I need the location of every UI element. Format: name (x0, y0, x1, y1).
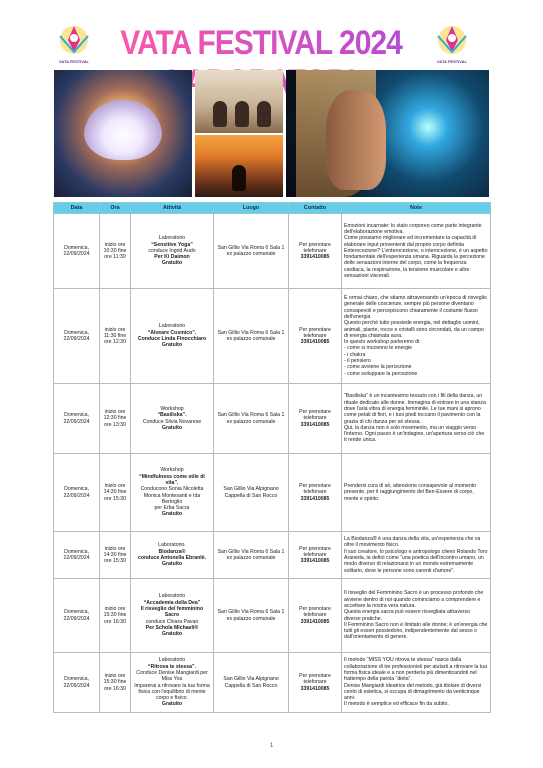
location-cell: San Gillio Via Alpignano Cappella di San Rocco (214, 653, 289, 713)
location-cell: San Gillio Via Roma 6 Sala 1 ex palazzo comunale (214, 214, 289, 289)
contact-phone: 3391410085 (300, 558, 330, 565)
header-contatto: Contatto (289, 203, 342, 214)
header-ora: Ora (100, 203, 131, 214)
activity-line: conduce Chiara Pavan (145, 618, 199, 625)
date-cell: Domenica, 22/09/2024 (54, 532, 100, 579)
activity-line: Gratuito (161, 342, 183, 349)
contact-label: Per prenotare telefonare (299, 673, 331, 686)
note-paragraph: È ormai chiaro, che stiamo attraversando un'epoca di risveglio generale delle coscienze, sempre più persone diventano consapevoli e percepiscono chiaramente il costante flusso dell'energia (344, 295, 487, 320)
activity-line: Per Ki Daimon (154, 254, 190, 261)
contact-cell (289, 653, 342, 713)
activity-line: Laboratorio (158, 593, 186, 600)
note-paragraph: Prendersi cura di sé, attenzione consapevole al momento presente, per il raggiungimento del Ben-Essere di corpo, mente e spirito. (344, 483, 477, 502)
time-cell: inizio ore 10:30 fine ore 11:30 (100, 214, 131, 289)
contact-cell (289, 384, 342, 454)
date-cell: Domenica, 22/09/2024 (54, 384, 100, 454)
contact-label: Per prenotare telefonare (299, 606, 331, 619)
contact-label: Per prenotare telefonare (299, 326, 331, 339)
contact-label: Per prenotare telefonare (299, 545, 331, 558)
date-cell: Domenica, 22/09/2024 (54, 579, 100, 653)
activity-line: per Erba Sacra (154, 505, 190, 512)
note-paragraph: Il Femminino Sacro non è limitato alle donne; è un'energia che tutti gli esseri possiedono, indipendentemente dal sesso o dall'orientamento di genere. (344, 621, 488, 641)
contact-cell (289, 532, 342, 579)
note-paragraph: Questo perché tutto possiede energia, nel dettaglio uomini, animali, piante, rocce e cristalli sono circondati, da un campo di energia chiamata aura. (344, 320, 484, 339)
activity-line: Il risveglio del femminino Sacro (140, 606, 204, 619)
note-paragraph: Questa energia sacra può essere risvegliata attraverso diverse pratiche. (344, 609, 471, 622)
logo-caption-left: VATA FESTIVAL (59, 59, 89, 64)
time-cell: inizio ore 12:30 fine ore 13:30 (100, 384, 131, 454)
contact-label: Per prenotare telefonare (299, 483, 331, 496)
activity-line: “Basiliska”. (157, 412, 187, 419)
activity-line: Gratuito (161, 701, 183, 708)
activity-line: Imparerai a ritrovare la tua forma fisica con l'equilibrio di mente corpo e fisico. (134, 682, 210, 702)
note-paragraph: In questo workshop parleremo di: (344, 339, 421, 346)
date-cell: Domenica, 22/09/2024 (54, 653, 100, 713)
note-paragraph: Il metodo “MISS YOU ritrova te stessa” nasce dalla collaborazione di tre professionisti per aiutarti a ritrovare la tua forma fisica ideale e a non perderla più dimenticandoti nel frattempo della parola “dieta”. (344, 657, 488, 683)
meditation-sunset-image (195, 135, 283, 197)
header-luogo: Luogo (214, 203, 289, 214)
woman-energy-image (286, 70, 489, 197)
activity-line: “Ritrova te stessa”. (147, 663, 197, 670)
note-paragraph: Come possiamo migliorare ed incrementare la capacità di elaborare input provenienti dal proprio corpo definita Enterocezione? L'enterocezione, o interocezione, è un aspetto fondamentale dell'esperienza umana. Riguarda la percezione delle sensazioni interne del corpo, come la frequenza cardiaca, la respirazione, la tensione muscolare e altre sensazioni viscerali. (344, 235, 488, 280)
contact-label: Per prenotare telefonare (299, 241, 331, 254)
note-paragraph: - come sviluppare la percezione (344, 370, 418, 377)
activity-line: Conduce Denise Mangiardi per Miss You (136, 669, 208, 683)
activity-line: Gratuito (161, 631, 183, 638)
contact-cell (289, 454, 342, 532)
note-paragraph: “Basiliska” è un incantesimo tessuto con i fili della danza, un rituale dedicato alle donne. Immagina di entrare in una stanza dove l'aria vibra di energia femminile. Le tue mani si aprono come petali di fiori, e i tuoi piedi toccano il pavimento con la grazia di chi danza per sé stessa. (344, 393, 486, 425)
contact-label: Per prenotare telefonare (299, 409, 331, 422)
location-cell: San Gillio Via Roma 6 Sala 1 ex palazzo comunale (214, 384, 289, 454)
location-cell: San Gillio Via Roma 6 Sala 1 ex palazzo comunale (214, 289, 289, 384)
time-cell: inizio ore 11:30 fine ore 12:30 (100, 289, 131, 384)
contact-cell (289, 214, 342, 289)
notes-cell (342, 579, 491, 653)
activity-line: Gratuito (161, 561, 183, 568)
contact-phone: 3391410085 (300, 495, 330, 502)
notes-cell (342, 214, 491, 289)
contact-phone: 3391410085 (300, 254, 330, 261)
contact-phone: 3391410085 (300, 618, 330, 625)
activity-cell (131, 384, 214, 454)
activity-line: Laboratorio (158, 323, 186, 330)
note-paragraph: Il metodo è semplice ed efficace fin da subito. (344, 701, 449, 708)
activity-line: Per Schola Michaeli® (145, 624, 199, 631)
activity-line: Conduce Silvia Novarese (142, 418, 202, 425)
date-cell: Domenica, 22/09/2024 (54, 214, 100, 289)
activity-cell (131, 289, 214, 384)
table-row (54, 454, 491, 532)
date-cell: Domenica, 22/09/2024 (54, 289, 100, 384)
contact-phone: 3391410085 (300, 421, 330, 428)
note-paragraph: Qui, la danza non è solo movimento, ma un viaggio verso l'interno. Ogni passo è un'indagine, un'apertura verso ciò che ti rende unica. (344, 424, 485, 444)
note-paragraph: - i chakra (344, 351, 366, 358)
table-row (54, 532, 491, 579)
table-header-row (54, 203, 491, 214)
notes-cell (342, 289, 491, 384)
festival-logo-right (430, 22, 474, 62)
time-cell: inizio ore 15:30 fine ore 16:30 (100, 653, 131, 713)
activity-line: Conducono Sonia Nicoletta Monica Montesanti e Ida Bertoglio (140, 486, 204, 505)
lotus-flower-image (54, 70, 192, 197)
activity-line: conduce Antonella Ebranlè. (137, 555, 207, 561)
notes-cell (342, 384, 491, 454)
activity-line: Workshop (160, 467, 184, 474)
activity-cell (131, 454, 214, 532)
table-row (54, 214, 491, 289)
table-row (54, 384, 491, 454)
note-paragraph: - come si muovono le energie (344, 345, 413, 352)
page-title: VATA FESTIVAL 2024 (96, 24, 426, 102)
page-number: 1 (269, 743, 274, 749)
activity-line: Laboratorio. (158, 542, 186, 549)
note-paragraph: Il suo creatore, lo psicologo e antropologo cileno Rolando Toro Araneda, la definì come “una poetica dell'incontro umano, un modo diverso di relazionarsi in un mondo estremamente solitario, dove le persone sono carenti d'amore”. (344, 548, 488, 574)
activity-line: Biodanza® (158, 548, 186, 555)
page-header (0, 18, 543, 70)
activity-cell (131, 214, 214, 289)
note-paragraph: Emozioni incarnate: lo stato corporeo come parte integrante dell'elaborazione emotiva. (344, 222, 482, 235)
contact-phone: 3391410085 (300, 339, 330, 346)
activity-line: Gratuito (161, 260, 183, 267)
table-row (54, 653, 491, 713)
notes-cell (342, 532, 491, 579)
notes-cell (342, 653, 491, 713)
date-cell: Domenica, 22/09/2024 (54, 454, 100, 532)
note-paragraph: Denise Mangiardi ideatrice del metodo, già titolare di diversi centri di estetica, si occupa di dimagrimento da venticinque anni. (344, 682, 482, 702)
activity-line: “Sensitive Yoga” (151, 241, 193, 248)
activity-line: Laboratorio (158, 657, 186, 664)
festival-logo-left (52, 22, 96, 62)
time-cell: inizio ore 15:30 fine ore 16:30 (100, 579, 131, 653)
location-cell: San Gillio Via Roma 6 Sala 1 ex palazzo comunale (214, 532, 289, 579)
note-paragraph: - come avviene la percezione (344, 364, 412, 371)
activity-line: conduce Ingrid Audo (148, 247, 196, 254)
activity-line: Gratuito (161, 424, 183, 431)
notes-cell (342, 454, 491, 532)
activity-cell (131, 653, 214, 713)
table-row (54, 579, 491, 653)
contact-cell (289, 579, 342, 653)
note-paragraph: Il risveglio del Femminino Sacro è un processo profondo che avviene dentro di noi quando cominciamo a comprendere e accettare la nostra vera natura. (344, 590, 484, 609)
schedule-table (53, 202, 491, 713)
note-paragraph: La Biodanza® è una danza della vita, un'esperienza che va oltre il movimento fisico. (344, 536, 481, 549)
logo-caption-right: VATA FESTIVAL (437, 59, 467, 64)
table-row (54, 289, 491, 384)
header-attivita: Attività (131, 203, 214, 214)
header-note: Note (342, 203, 491, 214)
activity-cell (131, 579, 214, 653)
location-cell: San Gillio Via Roma 6 Sala 1 ex palazzo comunale (214, 579, 289, 653)
location-cell: San Gillio Via Alpignano Cappella di San Rocco (214, 454, 289, 532)
activity-line: Laboratorio (158, 235, 186, 242)
yoga-class-image (195, 70, 283, 133)
note-paragraph: - il pensiero (344, 358, 371, 365)
activity-line: Conduce Linda Finocchiaro (137, 336, 207, 342)
activity-line: “Alveare Cosmico”. (147, 329, 197, 336)
time-cell: inizio ore 14:30 fine ore 15:30 (100, 454, 131, 532)
contact-cell (289, 289, 342, 384)
activity-line: Workshop (160, 405, 184, 412)
activity-line: “Mindfulness come stile di vita”. (139, 473, 205, 486)
activity-line: “Accademia della Dea” (143, 599, 201, 606)
time-cell: inizio ore 14:30 fine ore 15:30 (100, 532, 131, 579)
contact-phone: 3391410085 (300, 685, 330, 692)
header-data: Data (54, 203, 100, 214)
activity-cell (131, 532, 214, 579)
activity-line: Gratuito (161, 511, 183, 518)
